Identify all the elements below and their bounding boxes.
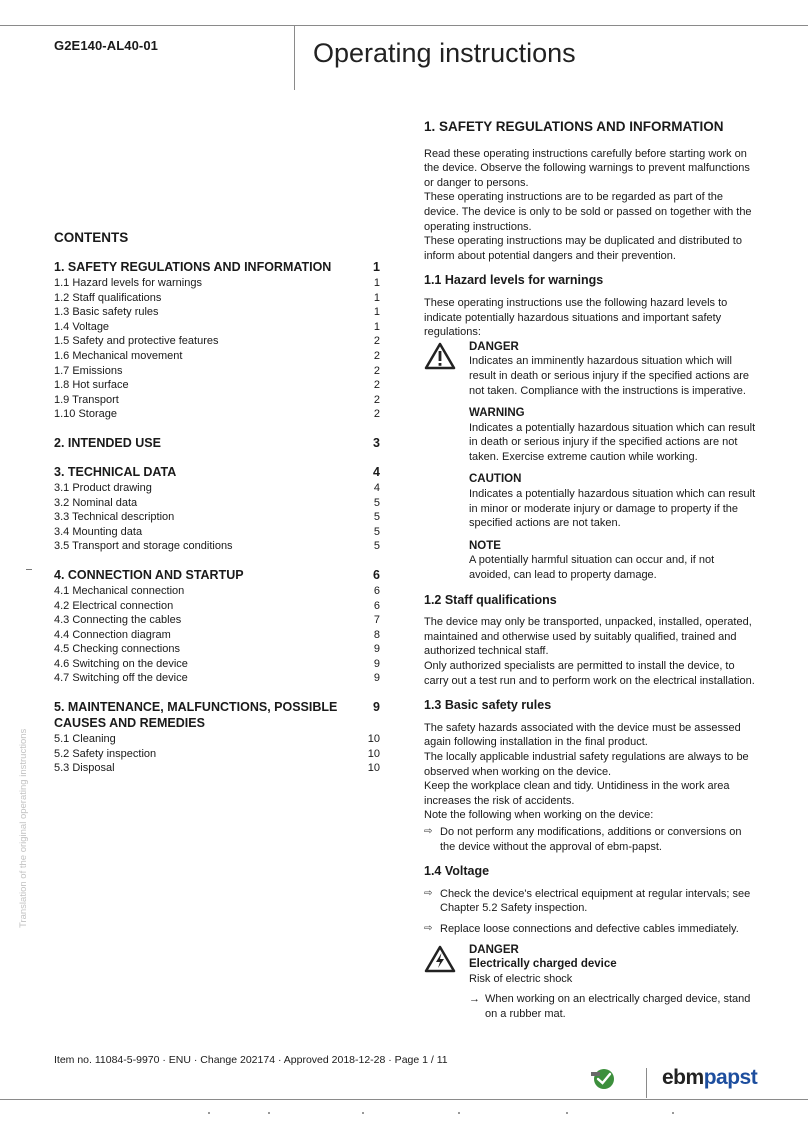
toc-entry[interactable]: 3.3 Technical description 5 <box>54 511 380 524</box>
toc-entry[interactable]: 4.6 Switching on the device 9 <box>54 657 380 670</box>
paragraph: These operating instructions may be duplicated and distributed to inform about potential dangers and their prevention. <box>424 235 742 262</box>
arrow-bullet-icon: ⇨ <box>424 887 433 899</box>
footer-divider <box>646 1068 647 1098</box>
paragraph: Only authorized specialists are permitted to install the device, to carry out a test run and to perform work on the electrical installation. <box>424 660 755 687</box>
hazard-subject: Electrically charged device <box>469 958 617 971</box>
hazard-level-text: A potentially harmful situation can occur and, if not avoided, can lead to property damage. <box>469 554 715 582</box>
toc-entry[interactable]: 3.5 Transport and storage conditions 5 <box>54 540 380 553</box>
tick-mark <box>362 1112 364 1114</box>
document-code: G2E140-AL40-01 <box>54 38 159 53</box>
main-content <box>424 120 758 1029</box>
paragraph: Note the following when working on the device: <box>424 809 654 822</box>
toc-section-1 <box>54 259 380 422</box>
paragraph: Keep the workplace clean and tidy. Untidiness in the work area increases the risk of accidents. <box>424 780 730 807</box>
warning-triangle-icon <box>424 340 469 398</box>
toc-entry[interactable]: 1.8 Hot surface 2 <box>54 379 380 392</box>
table-of-contents <box>54 230 380 789</box>
paragraph: These operating instructions are to be regarded as part of the device. The device is only to be sold or passed on together with the operating instructions. <box>424 191 752 233</box>
paragraph: The device may only be transported, unpacked, installed, operated, maintained and otherwise used by suitably qualified, trained and authorized technical staff. <box>424 616 752 658</box>
tick-mark <box>458 1112 460 1114</box>
toc-entry[interactable]: 1.4 Voltage 1 <box>54 320 380 333</box>
tick-mark <box>208 1112 210 1114</box>
toc-entry[interactable]: 1.9 Transport 2 <box>54 393 380 406</box>
toc-section-4 <box>54 567 380 686</box>
toc-heading: CONTENTS <box>54 230 129 245</box>
toc-entry[interactable]: 1.7 Emissions 2 <box>54 364 380 377</box>
arrow-bullet-icon: ⇨ <box>424 825 433 837</box>
hazard-danger <box>424 340 758 398</box>
toc-section-2 <box>54 435 380 451</box>
toc-entry[interactable]: 1.5 Safety and protective features 2 <box>54 335 380 348</box>
hazard-level-name: WARNING <box>469 407 525 420</box>
header-top-rule <box>0 25 808 26</box>
subsection-heading-1-2: 1.2 Staff qualifications <box>424 592 557 607</box>
toc-entry[interactable]: 4.3 Connecting the cables 7 <box>54 614 380 627</box>
toc-section-3 <box>54 464 380 554</box>
paragraph: These operating instructions use the following hazard levels to indicate potentially hazardous situations and important safety regulations: <box>424 296 728 339</box>
footer-document-info: Item no. 11084-5-9970 · ENU · Change 202174 · Approved 2018-12-28 · Page 1 / 11 <box>54 1054 448 1066</box>
toc-section-5 <box>54 699 380 776</box>
margin-tick <box>26 569 32 570</box>
paragraph: The locally applicable industrial safety regulations are always to be observed when working on the device. <box>424 750 749 778</box>
subsection-heading-1-4: 1.4 Voltage <box>424 864 490 879</box>
toc-entry[interactable]: 3.4 Mounting data 5 <box>54 525 380 538</box>
hazard-risk: Risk of electric shock <box>469 972 573 985</box>
toc-entry[interactable]: 1.2 Staff qualifications 1 <box>54 291 380 304</box>
hazard-level-name: DANGER <box>469 340 519 353</box>
toc-entry[interactable]: 1. SAFETY REGULATIONS AND INFORMATION 1 <box>54 260 380 274</box>
green-tech-badge-icon <box>590 1068 616 1090</box>
footer-rule <box>0 1099 808 1100</box>
page-title: Operating instructions <box>313 38 576 68</box>
section-heading-1: 1. SAFETY REGULATIONS AND INFORMATION <box>424 119 724 134</box>
arrow-bullet-icon: ⇨ <box>424 922 433 934</box>
company-logo: ebmpapst <box>662 1066 758 1089</box>
toc-entry[interactable]: 4.5 Checking connections 9 <box>54 643 380 656</box>
toc-entry[interactable]: 4.4 Connection diagram 8 <box>54 628 380 641</box>
hazard-caution <box>424 472 758 530</box>
hazard-note <box>424 539 758 583</box>
hazard-electric-danger <box>424 943 758 1022</box>
toc-entry[interactable]: 2. INTENDED USE 3 <box>54 435 380 450</box>
tick-mark <box>672 1112 674 1114</box>
translation-note: Translation of the original operating instructions <box>18 728 29 928</box>
paragraph: Read these operating instructions carefully before starting work on the device. Observe the following warnings to prevent malfunctions or danger to persons. <box>424 147 750 189</box>
toc-entry[interactable]: 1.1 Hazard levels for warnings 1 <box>54 277 380 289</box>
tick-mark <box>268 1112 270 1114</box>
toc-entry[interactable]: 3.2 Nominal data 5 <box>54 496 380 509</box>
toc-entry[interactable]: 3.1 Product drawing 4 <box>54 481 380 494</box>
toc-entry[interactable]: 5.3 Disposal 10 <box>54 762 380 775</box>
tick-mark <box>566 1112 568 1114</box>
toc-entry[interactable]: 4.1 Mechanical connection 6 <box>54 584 380 597</box>
subsection-heading-1-1: 1.1 Hazard levels for warnings <box>424 273 604 288</box>
toc-entry[interactable]: 4.7 Switching off the device 9 <box>54 672 380 685</box>
hazard-level-text: Indicates a potentially hazardous situation which can result in death or serious injury if the specified actions are not taken. Exercise extreme caution while working. <box>469 421 756 463</box>
hazard-level-text: Indicates an imminently hazardous situation which will result in death or serious injury if the specified actions are not taken. Compliance with the instructions is imperative. <box>469 355 750 397</box>
toc-entry[interactable]: 4.2 Electrical connection 6 <box>54 599 380 612</box>
hazard-level-name: CAUTION <box>469 473 522 486</box>
toc-entry[interactable]: 5.1 Cleaning 10 <box>54 733 380 746</box>
toc-entry[interactable]: 5.2 Safety inspection 10 <box>54 747 380 760</box>
toc-entry[interactable]: 1.6 Mechanical movement 2 <box>54 349 380 362</box>
hazard-level-name: DANGER <box>469 943 519 956</box>
toc-entry[interactable]: 3. TECHNICAL DATA 4 <box>54 464 380 479</box>
toc-entry[interactable]: 5. MAINTENANCE, MALFUNCTIONS, POSSIBLE CAUSES AND REMEDIES 9 <box>54 700 380 731</box>
hazard-step: → When working on an electrically charged device, stand on a rubber mat. <box>469 993 751 1020</box>
toc-entry[interactable]: 4. CONNECTION AND STARTUP 6 <box>54 567 380 582</box>
paragraph: The safety hazards associated with the device must be assessed again following installation in the final product. <box>424 721 741 749</box>
electric-hazard-icon <box>424 943 469 1022</box>
header-divider <box>294 25 295 90</box>
toc-entry[interactable]: 1.3 Basic safety rules 1 <box>54 306 380 319</box>
hazard-level-text: Indicates a potentially hazardous situation which can result in minor or moderate injury or damage to property if the specified actions are not taken. <box>469 488 756 530</box>
bullet-item: ⇨ Do not perform any modifications, additions or conversions on the device without the approval of ebm-papst. <box>424 825 742 853</box>
toc-entry[interactable]: 1.10 Storage 2 <box>54 408 380 421</box>
subsection-heading-1-3: 1.3 Basic safety rules <box>424 698 552 713</box>
hazard-level-name: NOTE <box>469 539 501 552</box>
bullet-item: ⇨ Replace loose connections and defective cables immediately. <box>424 922 739 935</box>
right-arrow-icon: → <box>469 993 480 1006</box>
hazard-warning <box>424 406 758 464</box>
bullet-item: ⇨ Check the device's electrical equipment at regular intervals; see Chapter 5.2 Safety inspection. <box>424 887 751 915</box>
